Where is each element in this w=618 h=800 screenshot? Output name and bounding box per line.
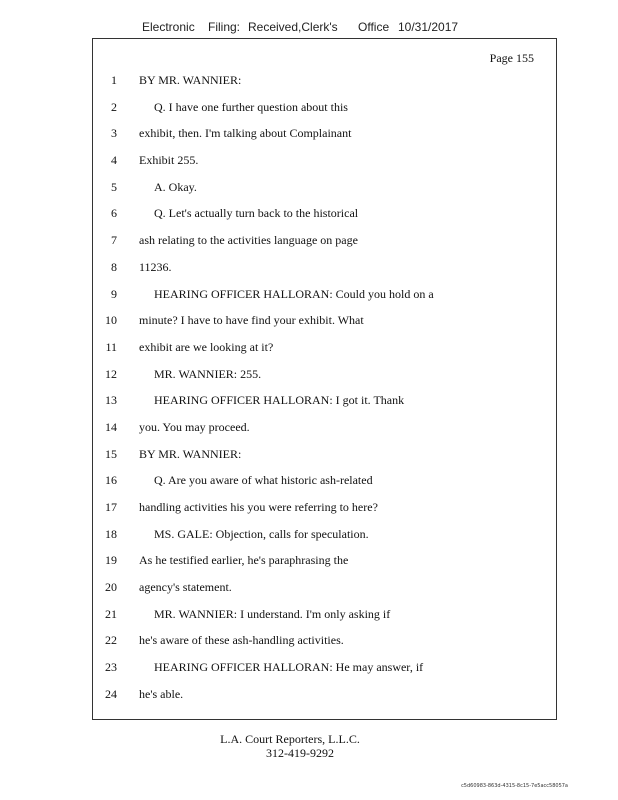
- line-text: exhibit, then. I'm talking about Complainant: [139, 126, 352, 141]
- footer: [0, 732, 580, 760]
- line-text: he's able.: [139, 686, 184, 701]
- filing-stamp-part: 10/31/2017: [398, 20, 459, 34]
- line-number: 22: [105, 633, 117, 648]
- transcript-line: [93, 606, 556, 633]
- transcript-line: [93, 99, 556, 126]
- line-number: 15: [105, 446, 117, 461]
- transcript-line: [93, 419, 556, 446]
- line-number: 11: [105, 339, 117, 354]
- filing-stamp-part: Filing:: [208, 20, 241, 34]
- transcript-line: [93, 72, 556, 99]
- transcript-line: [93, 205, 556, 232]
- line-text: BY MR. WANNIER:: [139, 446, 242, 461]
- transcript-line: [93, 392, 556, 419]
- reporter-phone: 312-419-9292: [266, 746, 334, 760]
- transcript-line: [93, 552, 556, 579]
- reporter-company: L.A. Court Reporters, L.L.C.: [220, 732, 360, 746]
- transcript-line: [93, 125, 556, 152]
- line-number: 5: [111, 179, 117, 194]
- line-number: 8: [111, 259, 117, 274]
- transcript-line: [93, 499, 556, 526]
- line-number: 17: [105, 500, 117, 514]
- line-text: MR. WANNIER: 255.: [154, 366, 262, 381]
- transcript-line: [93, 526, 556, 553]
- line-text: exhibit are we looking at it?: [139, 339, 274, 354]
- line-text: he's aware of these ash-handling activities.: [139, 633, 344, 648]
- filing-stamp-part: Received,Clerk's: [248, 20, 338, 34]
- transcript-page: [92, 38, 557, 720]
- line-number: 2: [111, 99, 117, 114]
- document-hash: c5d60983-863d-4315-8c15-7e5acc58057a: [461, 783, 568, 789]
- line-number: 23: [105, 660, 117, 675]
- transcript-line: [93, 366, 556, 393]
- line-number: 3: [111, 126, 117, 141]
- line-text: agency's statement.: [139, 580, 232, 595]
- line-text: minute? I have to have find your exhibit. What: [139, 313, 364, 328]
- line-text: BY MR. WANNIER:: [139, 73, 242, 87]
- line-text: handling activities his you were referring to here?: [139, 500, 378, 514]
- line-text: HEARING OFFICER HALLORAN: Could you hold on a: [154, 286, 434, 301]
- line-number: 13: [105, 393, 117, 408]
- transcript-line: [93, 446, 556, 473]
- transcript-line: [93, 659, 556, 686]
- transcript-line: [93, 686, 556, 713]
- line-text: Exhibit 255.: [139, 153, 199, 168]
- transcript-line: [93, 312, 556, 339]
- transcript-line: [93, 472, 556, 499]
- transcript-line: [93, 232, 556, 259]
- transcript-line: [93, 152, 556, 179]
- transcript-line: [93, 632, 556, 659]
- line-text: MS. GALE: Objection, calls for speculation.: [154, 526, 369, 541]
- line-text: MR. WANNIER: I understand. I'm only asking if: [154, 606, 391, 621]
- line-number: 16: [105, 473, 117, 488]
- line-text: HEARING OFFICER HALLORAN: I got it. Thank: [154, 393, 405, 408]
- line-text: A. Okay.: [154, 179, 197, 194]
- transcript-line: [93, 579, 556, 606]
- filing-stamp-part: Office: [358, 20, 390, 34]
- line-number: 18: [105, 526, 117, 541]
- filing-stamp-part: Electronic: [142, 20, 195, 34]
- transcript-lines: [93, 72, 556, 713]
- line-number: 21: [105, 606, 117, 621]
- transcript-line: [93, 286, 556, 313]
- line-text: HEARING OFFICER HALLORAN: He may answer, if: [154, 660, 424, 675]
- line-number: 1: [111, 73, 117, 87]
- line-text: Q. I have one further question about this: [154, 99, 348, 114]
- transcript-line: [93, 259, 556, 286]
- transcript-line: [93, 339, 556, 366]
- line-text: Q. Let's actually turn back to the historical: [154, 206, 359, 221]
- line-text: you. You may proceed.: [139, 419, 250, 434]
- line-number: 6: [111, 206, 117, 221]
- line-number: 4: [111, 153, 117, 168]
- line-text: 11236.: [139, 259, 172, 274]
- line-text: As he testified earlier, he's paraphrasing the: [139, 553, 349, 568]
- line-text: Q. Are you aware of what historic ash-related: [154, 473, 373, 488]
- transcript-line: [93, 179, 556, 206]
- line-number: 9: [111, 286, 117, 301]
- line-number: 14: [105, 419, 117, 434]
- line-number: 20: [105, 580, 117, 595]
- page-number: Page 155: [489, 51, 534, 65]
- line-number: 12: [105, 366, 117, 381]
- line-number: 19: [105, 553, 117, 568]
- line-text: ash relating to the activities language on page: [139, 233, 358, 248]
- line-number: 10: [105, 313, 117, 328]
- line-number: 24: [105, 686, 117, 701]
- line-number: 7: [111, 233, 117, 248]
